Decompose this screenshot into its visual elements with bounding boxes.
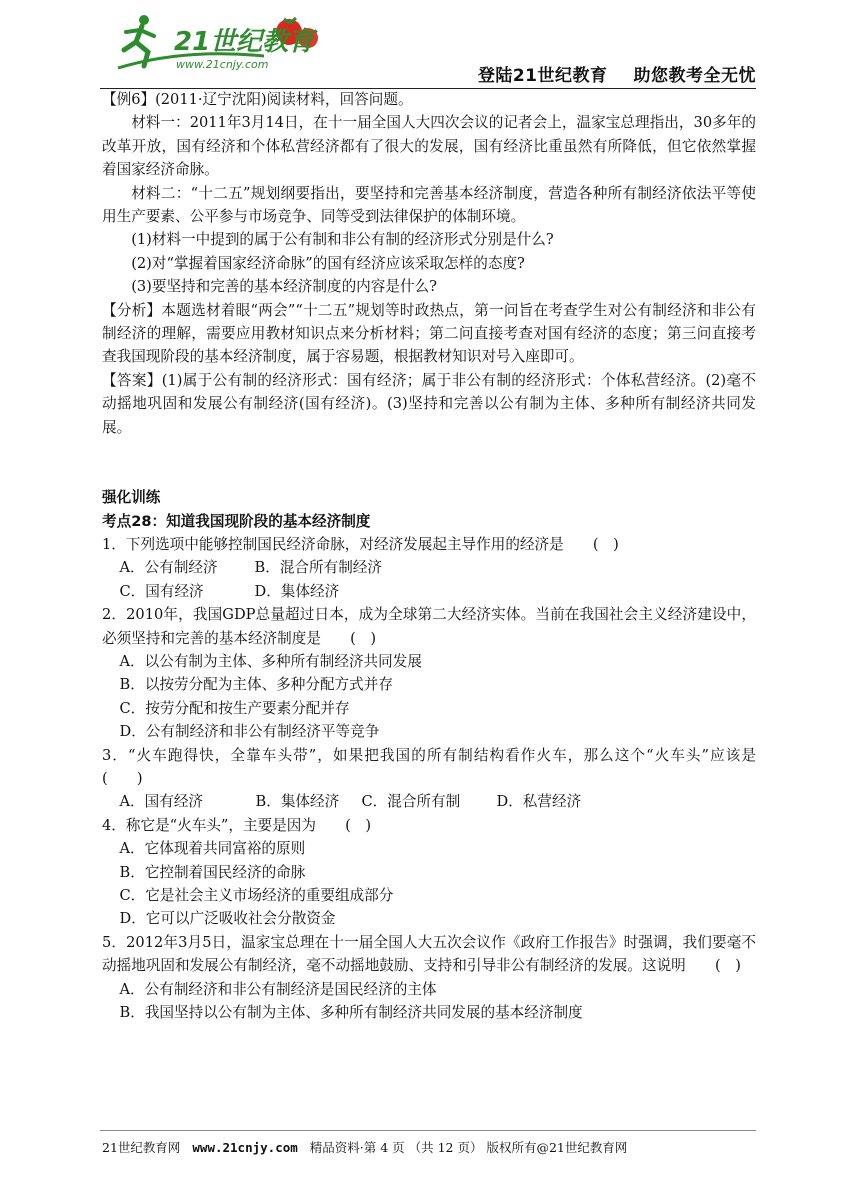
analysis-paragraph: 【分析】本题选材着眼“两会”“十二五”规划等时政热点，第一问旨在考查学生对公有制经济和非公有制经济的理解，需要应用教材知识点来分析材料；第二问直接考查对国有经济的态度；第三问直接考查我国现阶段的基本经济制度，属于容易题，根据教材知识对号入座即可。 [102,301,756,366]
topic-heading: 考点28：知道我国现阶段的基本经济制度 [102,512,371,530]
header-slogan [478,61,756,86]
question-2-option-b: B．以按劳分配为主体、多种分配方式并存 [119,676,393,694]
material-two: 材料二：“十二五”规划纲要指出，要坚持和完善基本经济制度，营造各种所有制经济依法平等使用生产要素、公平参与市场竞争、同等受到法律保护的体制环境。 [102,184,756,226]
example-question-2: (2)对“掌握着国家经济命脉”的国有经济应该采取怎样的态度? [131,254,525,272]
document-body [102,88,786,1024]
svg-text:www.21cnjy.com: www.21cnjy.com [176,58,269,71]
option-c: C．混合所有制 [361,793,461,811]
page-footer [102,1138,758,1156]
question-1-stem: 1．下列选项中能够控制国民经济命脉，对经济发展起主导作用的经济是 ( ) [102,535,619,553]
footer-site-link[interactable]: www.21cnjy.com [192,1140,298,1155]
option-d: D．私营经济 [496,793,582,811]
question-4-option-d: D．它可以广泛吸收社会分散资金 [119,910,336,928]
page-header [100,6,756,84]
question-2-option-c: C．按劳分配和按生产要素分配并存 [119,699,350,717]
question-4-stem: 4．称它是“火车头”，主要是因为 ( ) [102,816,372,834]
training-heading: 强化训练 [102,489,161,507]
footer-page-info: 精品资料·第 4 页 （共 12 页） [309,1140,483,1155]
question-2-stem: 2．2010年，我国GDP总量超过日本，成为全球第二大经济实体。当前在我国社会主义经济建设中，必须坚持和完善的基本经济制度是 ( ) [102,606,756,647]
question-4-option-a: A．它体现着共同富裕的原则 [119,840,306,858]
question-5-option-a: A．公有制经济和非公有制经济是国民经济的主体 [119,980,437,998]
section-gap [102,439,756,486]
option-b: B．混合所有制经济 [254,559,382,577]
question-1-options-row2 [102,580,756,603]
option-d: D．集体经济 [254,582,340,600]
answer-paragraph: 【答案】(1)属于公有制的经济形式：国有经济；属于非公有制的经济形式：个体私营经济。(2)毫不动摇地巩固和发展公有制经济(国有经济)。(3)坚持和完善以公有制为主体、多种所有制经济共同发展。 [102,371,756,436]
example-title: 【例6】(2011·辽宁沈阳)阅读材料，回答问题。 [102,91,413,108]
question-4-option-c: C．它是社会主义市场经济的重要组成部分 [119,887,394,904]
svg-text:21世纪教育: 21世纪教育 [174,27,315,57]
logo-21cnjy [114,10,324,78]
question-5-option-b: B．我国坚持以公有制为主体、多种所有制经济共同发展的基本经济制度 [119,1004,583,1022]
option-c: C．国有经济 [119,582,204,600]
question-1-options-row1 [102,556,756,579]
runner-icon [124,15,154,66]
option-a: A．公有制经济 [119,559,218,577]
slogan-tagline: 助您教考全无忧 [633,66,756,86]
question-5-stem: 5．2012年3月5日，温家宝总理在十一届全国人大五次会议作《政府工作报告》时强调，我们要毫不动摇地巩固和发展公有制经济，毫不动摇地鼓励、支持和引导非公有制经济的发展。这说明 ( ) [102,933,756,975]
example-question-1: (1)材料一中提到的属于公有制和非公有制的经济形式分别是什么? [131,231,554,249]
footer-copyright: 版权所有@21世纪教育网 [486,1140,628,1155]
option-b: B．集体经济 [255,793,340,811]
question-4-option-b: B．它控制着国民经济的命脉 [119,863,306,881]
material-one: 材料一：2011年3月14日，在十一届全国人大四次会议的记者会上，温家宝总理指出，30多年的改革开放，国有经济和个体私营经济都有了很大的发展，国有经济比重虽然有所降低，但它依然掌握着国家经济命脉。 [102,114,756,179]
question-3-stem: 3．“火车跑得快，全靠车头带”，如果把我国的所有制结构看作火车，那么这个“火车头”应该是 ( ) [102,746,786,787]
slogan-login: 登陆21世纪教育 [477,66,608,86]
option-a: A．国有经济 [119,793,204,811]
footer-site-name: 21世纪教育网 [102,1140,181,1155]
question-3-options [102,790,756,813]
example-question-3: (3)要坚持和完善的基本经济制度的内容是什么? [131,278,437,296]
question-2-option-d: D．公有制经济和非公有制经济平等竞争 [119,723,380,741]
footer-divider [100,1130,756,1131]
question-2-option-a: A．以公有制为主体、多种所有制经济共同发展 [119,652,422,670]
